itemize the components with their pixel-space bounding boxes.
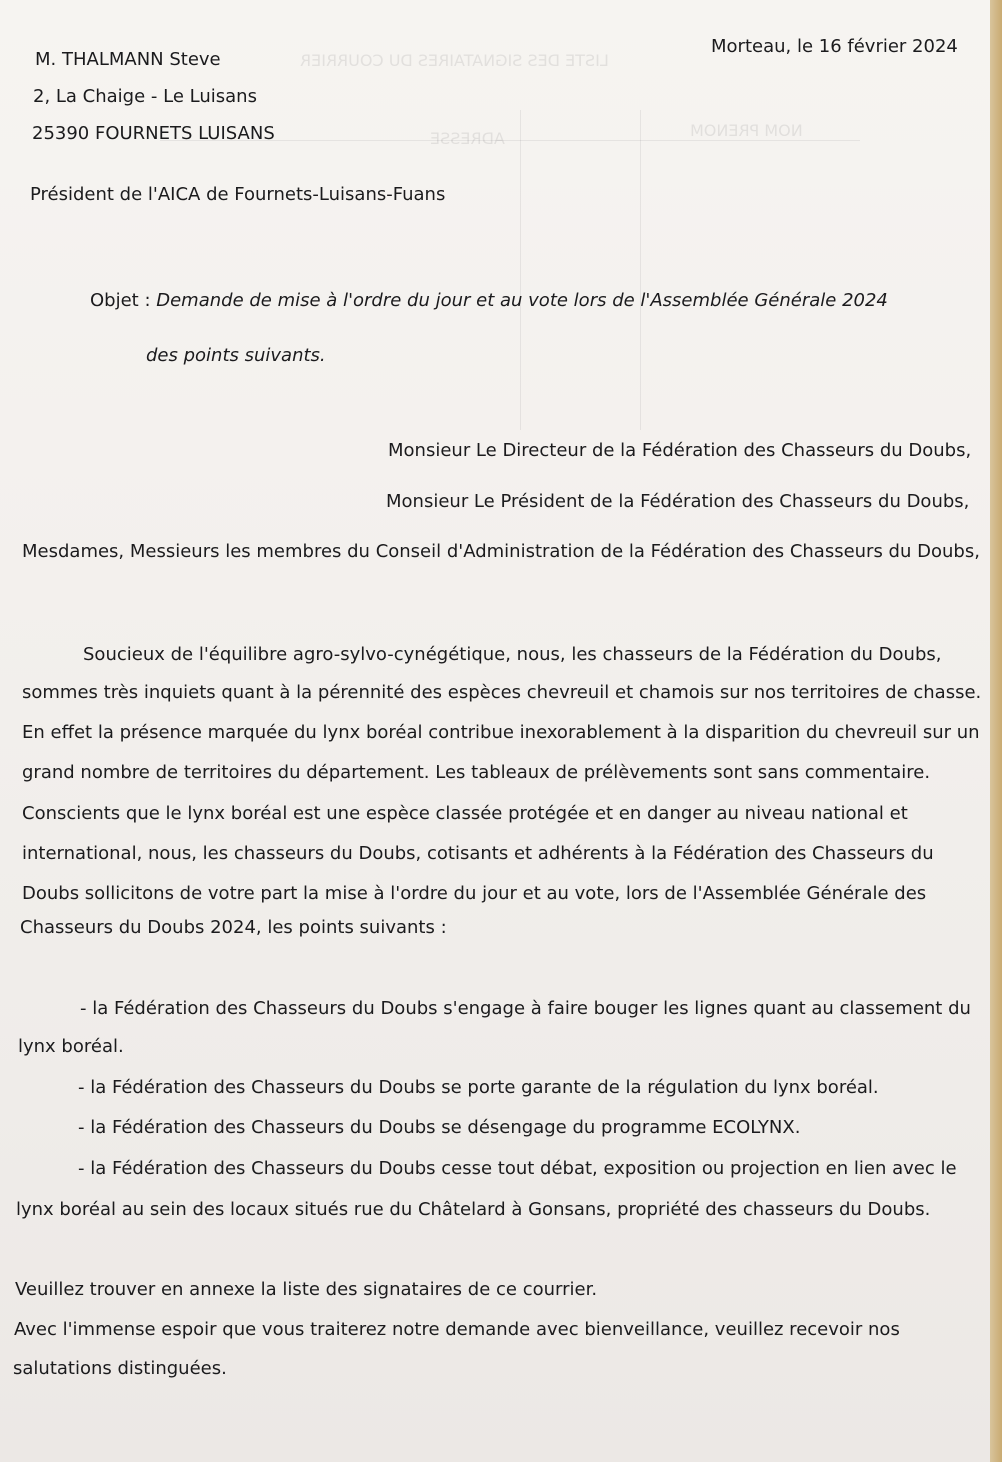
point-line: lynx boréal au sein des locaux situés rue du Châtelard à Gonsans, propriété des chasseurs du Doubs. [16, 1199, 931, 1220]
sender-role: Président de l'AICA de Fournets-Luisans-Fuans [30, 184, 446, 205]
date-place: Morteau, le 16 février 2024 [711, 36, 958, 57]
closing-line: Avec l'immense espoir que vous traiterez notre demande avec bienveillance, veuillez recevoir nos [14, 1319, 900, 1340]
desk-edge [990, 0, 1002, 1462]
body-line: Chasseurs du Doubs 2024, les points suivants : [20, 917, 447, 938]
recipient-director: Monsieur Le Directeur de la Fédération des Chasseurs du Doubs, [388, 440, 972, 461]
point-line: - la Fédération des Chasseurs du Doubs se désengage du programme ECOLYNX. [78, 1117, 801, 1138]
show-through-text: LISTE DES SIGNATAIRES DU COURRIER [300, 51, 609, 70]
body-line: En effet la présence marquée du lynx boréal contribue inexorablement à la disparition du chevreuil sur un [22, 722, 980, 743]
body-line: sommes très inquiets quant à la pérennité des espèces chevreuil et chamois sur nos territoires de chasse. [22, 682, 982, 703]
body-line: Soucieux de l'équilibre agro-sylvo-cynégétique, nous, les chasseurs de la Fédération du Doubs, [83, 644, 942, 665]
body-line: Doubs sollicitons de votre part la mise à l'ordre du jour et au vote, lors de l'Assemblée Générale des [22, 883, 927, 904]
point-line: - la Fédération des Chasseurs du Doubs cesse tout débat, exposition ou projection en lien avec le [78, 1158, 957, 1179]
object-label: Objet : [90, 290, 151, 311]
closing-line: salutations distinguées. [13, 1358, 227, 1379]
sender-name: M. THALMANN Steve [35, 49, 221, 70]
object-text: Demande de mise à l'ordre du jour et au vote lors de l'Assemblée Générale 2024 [156, 290, 888, 311]
body-line: grand nombre de territoires du département. Les tableaux de prélèvements sont sans commentaire. [22, 762, 931, 783]
recipient-board: Mesdames, Messieurs les membres du Conseil d'Administration de la Fédération des Chasseurs du Doubs, [22, 541, 980, 562]
closing-line: Veuillez trouver en annexe la liste des signataires de ce courrier. [15, 1279, 598, 1300]
show-through-text: ADRESSE [430, 129, 505, 148]
object-line-2: des points suivants. [146, 345, 326, 366]
body-line: Conscients que le lynx boréal est une espèce classée protégée et en danger au niveau national et [22, 803, 908, 824]
sender-address: 2, La Chaige - Le Luisans [33, 86, 257, 107]
recipient-president: Monsieur Le Président de la Fédération des Chasseurs du Doubs, [386, 491, 970, 512]
point-line: - la Fédération des Chasseurs du Doubs s'engage à faire bouger les lignes quant au classement du [80, 998, 971, 1019]
body-line: international, nous, les chasseurs du Doubs, cotisants et adhérents à la Fédération des Chasseurs du [22, 843, 934, 864]
point-line: - la Fédération des Chasseurs du Doubs se porte garante de la régulation du lynx boréal. [78, 1077, 879, 1098]
object-line-1 [90, 291, 888, 312]
sender-city: 25390 FOURNETS LUISANS [32, 123, 275, 144]
show-through-text: NOM PRENOM [690, 121, 803, 140]
point-line: lynx boréal. [18, 1036, 124, 1057]
